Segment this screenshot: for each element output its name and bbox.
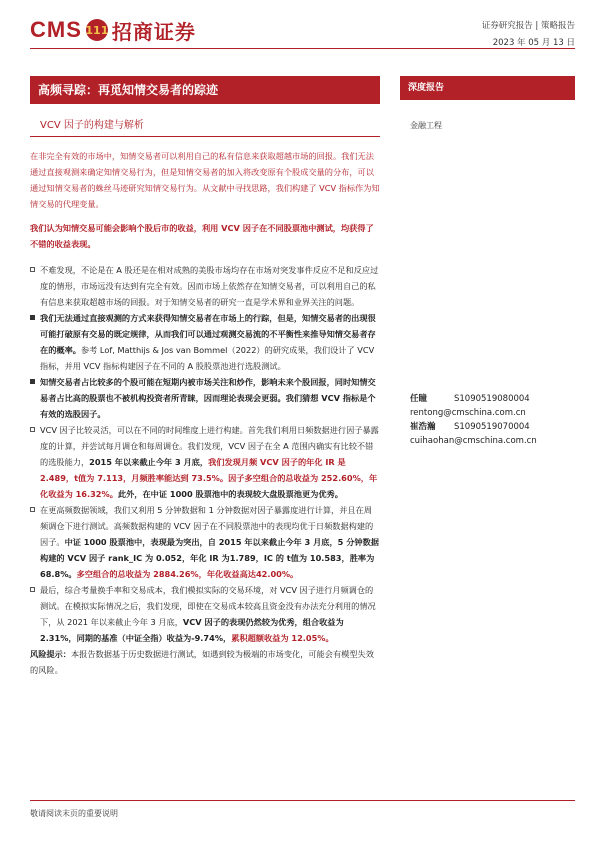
risk-label: 风险提示：: [30, 649, 71, 659]
sidebar-label: 深度报告: [400, 76, 575, 100]
bullet-text: VCV 因子的表现仍然较为优秀，组合收益为 2.31%，同期的基准（中证全指）收益为-9.74%，: [40, 617, 344, 643]
bullet-marker-icon: [30, 427, 35, 432]
report-date: 2023 年 05 月 13 日: [492, 38, 575, 48]
intro-paragraph: 我们认为知情交易可能会影响个股后市的收益，利用 VCV 因子在不同股票池中测试，均获得了不错的收益表现。: [30, 223, 374, 249]
bullet-text: 累积超额收益为 12.05%。: [231, 633, 334, 643]
bullet-text: 知情交易者占比较多的个股可能在短期内被市场关注和炒作，影响未来个股回报，同时知情交易者占比高的股票也不被机构投资者所青睐，因而理论表现会更弱。我们猜想 VCV 指标是个有效的选股因子。: [40, 377, 376, 419]
bullet-text: 2015 年以来截止今年 3 月底，: [89, 457, 209, 467]
bullet-marker-icon: [30, 379, 35, 384]
bullet-item: [30, 262, 380, 310]
header-divider: [30, 48, 575, 49]
bullet-item: [30, 582, 380, 646]
analyst-block: [410, 420, 537, 448]
bullet-marker-icon: [30, 315, 35, 320]
bullet-text: 在更高频数据领域，我们又利用 5 分钟数据和 1 分钟数据对因子暴露度进行计算，并且在周频调仓下进行测试。高频数据构建的 VCV 因子在不同股票池中的表现均优于日频数据构建的因子。: [40, 505, 374, 547]
bullet-text: 中证 1000 股票池中，表现最为突出，自 2015 年以来截止今年 3 月底，5 分钟数据构建的 VCV 因子 rank_IC 为 0.052，年化 IR 为1.789，IC 的 t值为 10.583，胜率为68.8%。: [40, 537, 379, 579]
bullet-item: [30, 422, 380, 502]
analyst-block: [410, 392, 530, 420]
intro-section: [30, 148, 380, 252]
bullet-item: [30, 502, 380, 582]
bullet-marker-icon: [30, 507, 35, 512]
logo-en: CMS: [30, 17, 82, 42]
analyst-name: 任瞳: [410, 394, 428, 404]
bullet-text: 此外，在中证 1000 股票池中的表现较大盘股票池更为优秀。: [117, 489, 343, 499]
bullet-text: 我们发现月频 VCV 因子的年化 IR 是 2.489，t值为 7.113，月频胜率能达到 73.5%。因子多空组合的总收益为 252.60%，年化收益为 16.32%。: [40, 457, 378, 499]
analyst-name: 崔浩瀚: [410, 422, 436, 432]
bullet-text: 多空组合的总收益为 2884.26%，年化收益高达42.00%。: [76, 569, 299, 579]
sidebar-category: 金融工程: [410, 121, 442, 130]
risk-warning: [30, 646, 380, 678]
bullet-marker-icon: [30, 267, 35, 272]
logo-cn: 招商证券: [111, 19, 196, 44]
company-logo: [30, 14, 196, 46]
bullet-text: 最后，综合考量换手率和交易成本，我们模拟实际的交易环境，对 VCV 因子进行月频调仓的测试。在模拟实际情况之后，我们发现，即使在交易成本较高且资金没有办法充分利用的情况下，从 2021 年以来截止今年 3 月底，: [40, 585, 376, 627]
subtitle-divider: [30, 136, 380, 137]
bullet-list: [30, 262, 380, 678]
bullet-text: 不难发现，不论是在 A 股还是在相对成熟的美股市场均存在市场对突发事件反应不足和反应过度的情形，市场远没有达到有完全有效。因而市场上依然存在知情交易者，可以利用自己的私有信息来获取超越市场的回报。对于知情交易者的研究一直是学术界和业界关注的问题。: [40, 265, 379, 307]
bullet-item: [30, 310, 380, 374]
bullet-text: 我们无法通过直接观测的方式来获得知情交易者在市场上的行踪，但是，知情交易者的出现很可能打破原有交易的既定规律，从而我们可以通过观测交易流的不平衡性来推导知情交易者存在的概率。: [40, 313, 376, 355]
header-meta: [482, 18, 575, 52]
risk-text: 本报告数据基于历史数据进行测试，如遇到较为极端的市场变化，可能会有模型失效的风险。: [30, 649, 374, 675]
bullet-text: VCV 因子比较灵活，可以在不同的时间维度上进行构建。首先我们利用日频数据进行因子暴露度的计算，并尝试每月调仓和每周调仓。我们发现，VCV 因子在全 A 范围内确实有比较不错的选股能力，: [40, 425, 379, 467]
analyst-email[interactable]: rentong@cmschina.com.cn: [410, 408, 526, 418]
footer-note: 敬请阅读末页的重要说明: [30, 809, 118, 818]
report-title: 高频寻踪：再觅知情交易者的踪迹: [30, 76, 380, 104]
report-subtitle: VCV 因子的构建与解析: [40, 120, 144, 131]
analyst-id: S1090519070004: [454, 422, 530, 432]
intro-paragraph: 在非完全有效的市场中，知情交易者可以利用自己的私有信息来获取超越市场的回报。我们无法通过直接观测来确定知情交易行为，但是知情交易者的加入将改变原有个股成交量的分布，可以通过知情交易者的蛛丝马迹研究知情交易行为。从文献中寻找思路，我们构建了 VCV 指标作为知情交易的代理变量。: [30, 151, 380, 209]
analyst-email[interactable]: cuihaohan@cmschina.com.cn: [410, 436, 537, 446]
analyst-id: S1090519080004: [454, 394, 530, 404]
bullet-item: [30, 374, 380, 422]
bullet-marker-icon: [30, 587, 35, 592]
bullet-text: 参考 Lof, Matthijs & Jos van Bommel（2022）的研究成果，我们设计了 VCV 指标，并用 VCV 指标构建因子在不同的 A 股股票池进行选股测试。: [40, 345, 375, 371]
logo-badge-icon: 111: [86, 19, 108, 41]
footer-divider: [30, 800, 575, 801]
report-type: 证券研究报告 | 策略报告: [481, 21, 575, 31]
